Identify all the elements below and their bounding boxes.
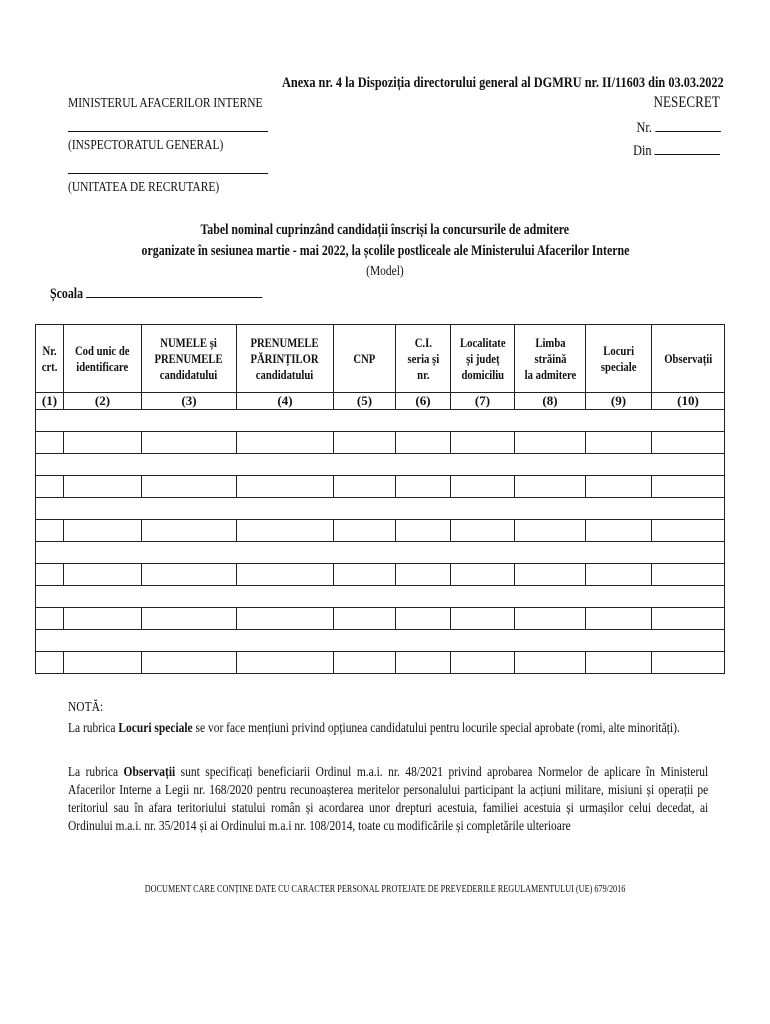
column-number: (3) xyxy=(142,393,237,410)
column-number: (1) xyxy=(36,393,64,410)
column-number: (4) xyxy=(237,393,334,410)
column-header-cod-unic: Cod unic de identificare xyxy=(64,325,142,393)
table-row-separator xyxy=(36,542,725,564)
table-row[interactable] xyxy=(36,608,725,630)
column-number: (8) xyxy=(515,393,586,410)
ministry-name: MINISTERUL AFACERILOR INTERNE xyxy=(68,96,263,111)
note-paragraph-locuri-speciale: La rubrica Locuri speciale se vor face mențiuni privind opțiunea candidatului pentru locurile special aprobate (romi, alte minorități). xyxy=(68,721,680,736)
table-row-separator xyxy=(36,410,725,432)
table-row[interactable] xyxy=(36,476,725,498)
note-paragraph-observatii: La rubrica Observații sunt specificați beneficiarii Ordinul m.a.i. nr. 48/2021 privind aprobarea Normelor de aplicare în Ministerul Afacerilor Interne a Legii nr. 168/2020 pentru recunoașterea meritelor personalului participant la acțiuni militare, misiuni și operații pe teritoriul sau în afara teritoriului statului român și acordarea unor drepturi acestuia, familiei acestuia și urmașilor celui decedat, ai Ordinului m.a.i. nr. 35/2014 și ai Ordinului m.a.i nr. 108/2014, toate cu modificările și completările ulterioare xyxy=(68,765,709,834)
inspectorate-label: (INSPECTORATUL GENERAL) xyxy=(68,138,224,153)
table-row-separator xyxy=(36,498,725,520)
column-header-limba-straina: Limba străină la admitere xyxy=(515,325,586,393)
table-row-separator xyxy=(36,586,725,608)
table-row[interactable] xyxy=(36,520,725,542)
column-header-ci: C.I. seria și nr. xyxy=(396,325,451,393)
table-row[interactable] xyxy=(36,564,725,586)
table-row-separator xyxy=(36,630,725,652)
column-header-localitate: Localitate și județ domiciliu xyxy=(451,325,515,393)
registration-date-field: Din xyxy=(614,143,720,160)
model-label: (Model) xyxy=(366,264,404,279)
table-row-separator xyxy=(36,454,725,476)
column-header-observatii: Observații xyxy=(652,325,725,393)
inspectorate-blank-line xyxy=(68,131,268,132)
registration-number-field: Nr. xyxy=(618,120,721,137)
personal-data-footer: DOCUMENT CARE CONȚINE DATE CU CARACTER PERSONAL PROTEJATE DE PREVEDERILE REGULAMENTULUI (UE) 679/2016 xyxy=(144,884,626,895)
classification-label: NESECRET xyxy=(653,94,720,111)
column-header-locuri-speciale: Locuri speciale xyxy=(586,325,652,393)
column-number: (9) xyxy=(586,393,652,410)
column-header-nr-crt: Nr. crt. xyxy=(36,325,64,393)
annex-reference: Anexa nr. 4 la Dispoziția directorului general al DGMRU nr. II/11603 din 03.03.2022 xyxy=(282,75,724,91)
column-number-row xyxy=(36,393,725,410)
column-number: (6) xyxy=(396,393,451,410)
table-row[interactable] xyxy=(36,652,725,674)
unit-label: (UNITATEA DE RECRUTARE) xyxy=(68,180,220,195)
document-title-line-1: Tabel nominal cuprinzând candidații înscriși la concursurile de admitere xyxy=(200,222,570,238)
table-header-row xyxy=(36,325,725,393)
candidates-table xyxy=(35,324,725,674)
column-number: (7) xyxy=(451,393,515,410)
column-header-prenume-parinti: PRENUMELE PĂRINȚILOR candidatului xyxy=(237,325,334,393)
document-title-line-2: organizate în sesiunea martie - mai 2022, la școlile postliceale ale Ministerului Afacerilor Interne xyxy=(141,243,629,259)
table-row[interactable] xyxy=(36,432,725,454)
column-number: (5) xyxy=(334,393,396,410)
school-field: Școala xyxy=(50,286,309,303)
column-header-nume-prenume: NUMELE și PRENUMELE candidatului xyxy=(142,325,237,393)
note-heading: NOTĂ: xyxy=(68,700,104,715)
unit-blank-line xyxy=(68,173,268,174)
column-number: (10) xyxy=(652,393,725,410)
column-header-cnp: CNP xyxy=(334,325,396,393)
column-number: (2) xyxy=(64,393,142,410)
